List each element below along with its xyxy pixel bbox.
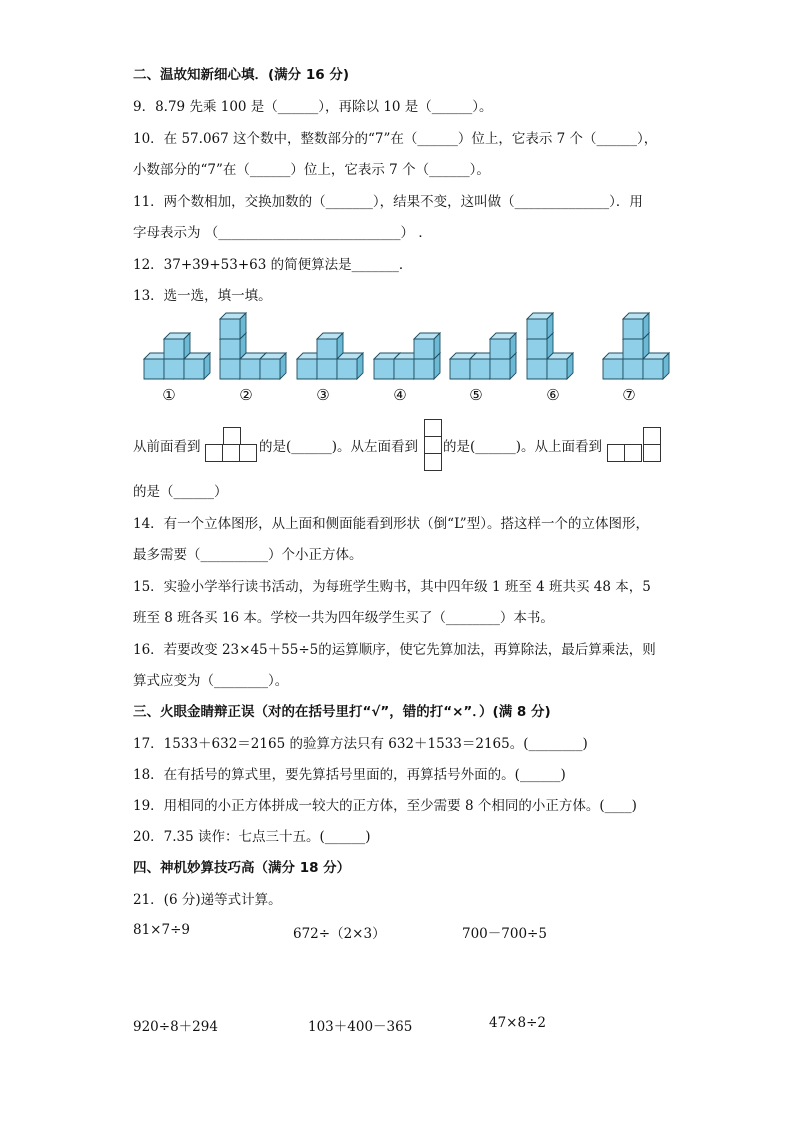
cube-face xyxy=(317,359,337,379)
calc-4: 920÷8＋294 xyxy=(133,1019,218,1035)
cube-face xyxy=(547,359,567,379)
cube-face xyxy=(603,359,623,379)
cube-face xyxy=(490,359,510,379)
cube-face xyxy=(240,359,260,379)
question-10-line2: 小数部分的“7”在（______）位上，它表示 7 个（______）。 xyxy=(133,162,490,178)
cube-figures xyxy=(130,315,690,385)
cube-face xyxy=(414,359,434,379)
figure-label-2: ② xyxy=(239,386,253,404)
section4-title: 四、神机妙算技巧高（满分 18 分） xyxy=(133,860,351,876)
question-18: 18．在有括号的算式里，要先算括号里面的，再算括号外面的。(______) xyxy=(133,767,566,783)
figure-label-3: ③ xyxy=(316,386,330,404)
question-20: 20．7.35 读作：七点三十五。(______) xyxy=(133,829,371,845)
calc-2: 672÷（2×3） xyxy=(293,926,386,942)
cube-face xyxy=(527,319,547,339)
cube-face xyxy=(623,319,643,339)
question-11-line1: 11．两个数相加，交换加数的（_______），结果不变，这叫做（______________）．用 xyxy=(133,194,643,210)
section2-title: 二、温故知新细心填．(满分 16 分) xyxy=(133,67,350,83)
cube-face xyxy=(623,339,643,359)
cube-face xyxy=(527,359,547,379)
cube-face xyxy=(220,359,240,379)
cube-face xyxy=(220,339,240,359)
cube-figure-7 xyxy=(603,313,669,379)
question-12: 12．37+39+53+63 的简便算法是_______． xyxy=(133,257,413,273)
question-11-line2: 字母表示为 （___________________________） ． xyxy=(133,225,432,241)
cube-face xyxy=(260,359,280,379)
figure-label-6: ⑥ xyxy=(546,386,560,404)
cube-figure-3 xyxy=(297,333,363,379)
question-9: 9．8.79 先乘 100 是（______），再除以 10 是（______）。 xyxy=(133,99,493,115)
cube-face xyxy=(220,319,240,339)
cube-face xyxy=(623,359,643,379)
cube-figure-5 xyxy=(450,333,516,379)
q13-top-suffix: 的是（______） xyxy=(133,484,228,500)
calc-3: 700－700÷5 xyxy=(462,926,547,942)
cube-face xyxy=(490,339,510,359)
question-13: 13．选一选，填一填。 xyxy=(133,288,272,304)
cube-figure-1 xyxy=(144,333,210,379)
cube-face xyxy=(164,359,184,379)
q13-left-suffix: 的是(______)。从上面看到 xyxy=(443,439,603,455)
front-view-icon xyxy=(205,427,259,463)
question-15-line2: 班至 8 班各买 16 本。学校一共为四年级学生买了（________）本书。 xyxy=(133,610,554,626)
cube-figure-2 xyxy=(220,313,286,379)
cube-face xyxy=(470,359,490,379)
cube-face xyxy=(643,359,663,379)
cube-face xyxy=(297,359,317,379)
question-14-line2: 最多需要（__________）个小正方体。 xyxy=(133,547,363,563)
section3-title: 三、火眼金睛辩正误（对的在括号里打“√”，错的打“×”．）(满 8 分) xyxy=(133,704,551,720)
question-17: 17．1533＋632＝2165 的验算方法只有 632＋1533＝2165。(________) xyxy=(133,736,588,752)
question-21: 21．(6 分)递等式计算。 xyxy=(133,892,282,908)
cube-face xyxy=(374,359,394,379)
q13-front-suffix: 的是(______)。从左面看到 xyxy=(259,439,419,455)
cube-face xyxy=(337,359,357,379)
question-14-line1: 14．有一个立体图形，从上面和侧面能看到形状（倒“L”型）。搭这样一个的立体图形， xyxy=(133,516,649,532)
question-15-line1: 15．实验小学举行读书活动，为每班学生购书，其中四年级 1 班至 4 班共买 48 本，5 xyxy=(133,579,651,595)
calc-6: 47×8÷2 xyxy=(489,1015,546,1031)
cube-face xyxy=(184,359,204,379)
question-16-line1: 16．若要改变 23×45＋55÷5的运算顺序，使它先算加法，再算除法，最后算乘法，则 xyxy=(133,642,656,658)
cube-face xyxy=(317,339,337,359)
cube-figure-4 xyxy=(374,333,440,379)
cube-figure-6 xyxy=(527,313,573,379)
cube-face xyxy=(450,359,470,379)
cube-face xyxy=(144,359,164,379)
cube-face xyxy=(164,339,184,359)
question-10-line1: 10．在 57.067 这个数中，整数部分的“7”在（______）位上，它表示 7 个（______）， xyxy=(133,131,658,147)
cube-face xyxy=(394,359,414,379)
figure-label-7: ⑦ xyxy=(622,386,636,404)
cube-face xyxy=(414,339,434,359)
question-16-line2: 算式应变为（________）。 xyxy=(133,673,289,689)
top-view-icon xyxy=(607,427,661,463)
figure-label-5: ⑤ xyxy=(469,386,483,404)
q13-front-prefix: 从前面看到 xyxy=(133,439,201,455)
calc-1: 81×7÷9 xyxy=(133,922,190,938)
figure-label-1: ① xyxy=(162,386,176,404)
left-view-icon xyxy=(424,419,442,471)
figure-label-4: ④ xyxy=(393,386,407,404)
calc-5: 103＋400－365 xyxy=(308,1019,413,1035)
question-19: 19．用相同的小正方体拼成一较大的正方体，至少需要 8 个相同的小正方体。(____) xyxy=(133,798,637,814)
cube-face xyxy=(527,339,547,359)
